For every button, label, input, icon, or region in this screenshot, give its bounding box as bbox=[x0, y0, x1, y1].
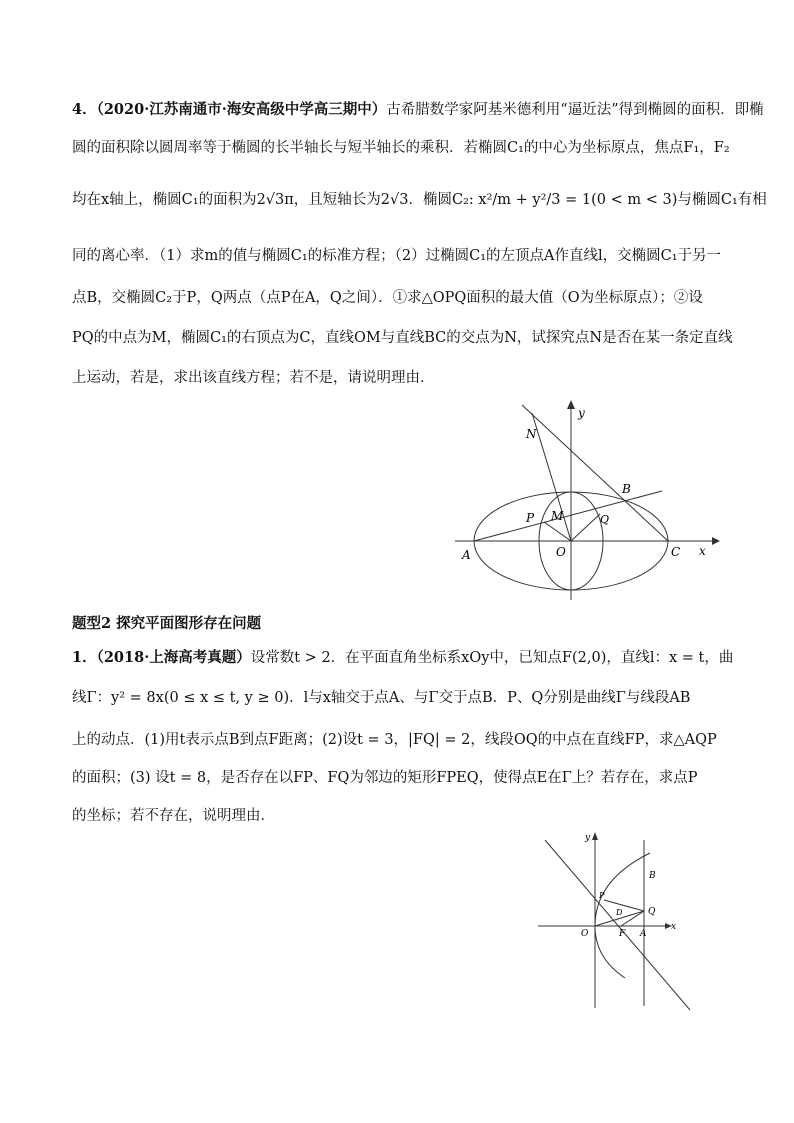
line-bc bbox=[522, 405, 668, 541]
x-axis-arrow bbox=[712, 537, 720, 545]
problem1-text-1: 设常数t > 2．在平面直角坐标系xOy中，已知点F(2,0)，直线l：x = t，曲 bbox=[250, 650, 734, 666]
segment-fq bbox=[621, 911, 644, 926]
problem4-line-3: 均在x轴上，椭圆C₁的面积为2√3π，且短轴长为2√3．椭圆C₂: x²/m + y²/3 = 1(0 < m < 3)与椭圆C₁有相 bbox=[72, 192, 767, 208]
label-a: A bbox=[640, 929, 647, 939]
segment-pq bbox=[604, 900, 644, 911]
label-y: y bbox=[578, 406, 585, 420]
problem4-figure bbox=[450, 395, 730, 610]
problem1-line-3: 上的动点．(1)用t表示点B到点F距离；(2)设t = 3，|FQ| = 2，线段OQ的中点在直线FP，求△AQP bbox=[72, 732, 717, 748]
label-f: F bbox=[619, 929, 626, 939]
label-x: x bbox=[671, 922, 677, 932]
section-title: 题型2 探究平面图形存在问题 bbox=[72, 615, 262, 632]
label-c: C bbox=[671, 545, 681, 559]
problem1-source: （2018·上海高考真题） bbox=[96, 649, 251, 666]
problem4-source: （2020·江苏南通市·海安高级中学高三期中） bbox=[96, 101, 387, 118]
label-x: x bbox=[699, 544, 706, 558]
line-l bbox=[474, 491, 662, 541]
label-o: O bbox=[581, 929, 589, 939]
y-axis-arrow bbox=[592, 832, 598, 840]
problem4-line-2: 圆的面积除以圆周率等于椭圆的长半轴长与短半轴长的乘积．若椭圆C₁的中心为坐标原点，焦点F₁，F₂ bbox=[72, 140, 730, 156]
label-p: P bbox=[599, 891, 605, 900]
problem1-line-2: 线Γ：y² = 8x(0 ≤ x ≤ t, y ≥ 0)．l与x轴交于点A、与Γ交于点B．P、Q分别是曲线Γ与线段AB bbox=[72, 690, 691, 706]
label-o: O bbox=[556, 545, 566, 559]
problem1-figure bbox=[535, 828, 695, 1013]
problem4-number: 4． bbox=[72, 101, 97, 118]
label-n: N bbox=[526, 427, 537, 441]
label-a: A bbox=[462, 548, 471, 562]
parabola-gamma bbox=[595, 853, 650, 978]
problem1-line-1 bbox=[72, 648, 733, 668]
problem1-line-5: 的坐标；若不存在，说明理由． bbox=[72, 808, 275, 824]
label-b: B bbox=[649, 871, 656, 881]
label-y: y bbox=[585, 833, 591, 843]
problem1-number: 1． bbox=[72, 649, 97, 666]
problem4-line-5: 点B，交椭圆C₂于P，Q两点（点P在A，Q之间）．①求△OPQ面积的最大值（O为坐标原点）；②设 bbox=[72, 290, 703, 306]
label-p: P bbox=[526, 511, 535, 525]
y-axis-arrow bbox=[567, 400, 575, 409]
segment-op bbox=[544, 522, 571, 541]
label-m: M bbox=[551, 509, 564, 523]
problem4-line-7: 上运动，若是，求出该直线方程；若不是，请说明理由． bbox=[72, 370, 435, 386]
label-b: B bbox=[622, 482, 631, 496]
problem4-text-1: 古希腊数学家阿基米德利用“逼近法”得到椭圆的面积．即椭 bbox=[386, 102, 764, 118]
label-d: D bbox=[616, 908, 623, 917]
problem4-line-6: PQ的中点为M，椭圆C₁的右顶点为C，直线OM与直线BC的交点为N，试探究点N是否在某一条定直线 bbox=[72, 330, 733, 346]
problem4-line-1 bbox=[72, 100, 764, 120]
segment-oq bbox=[571, 514, 600, 541]
label-q: Q bbox=[600, 513, 610, 526]
label-q: Q bbox=[648, 907, 656, 917]
problem4-line-4: 同的离心率．（1）求m的值与椭圆C₁的标准方程；（2）过椭圆C₁的左顶点A作直线l，交椭圆C₁于另一 bbox=[72, 248, 722, 264]
problem1-line-4: 的面积；(3) 设t = 8，是否存在以FP、FQ为邻边的矩形FPEQ，使得点E在Γ上？若存在，求点P bbox=[72, 770, 698, 786]
